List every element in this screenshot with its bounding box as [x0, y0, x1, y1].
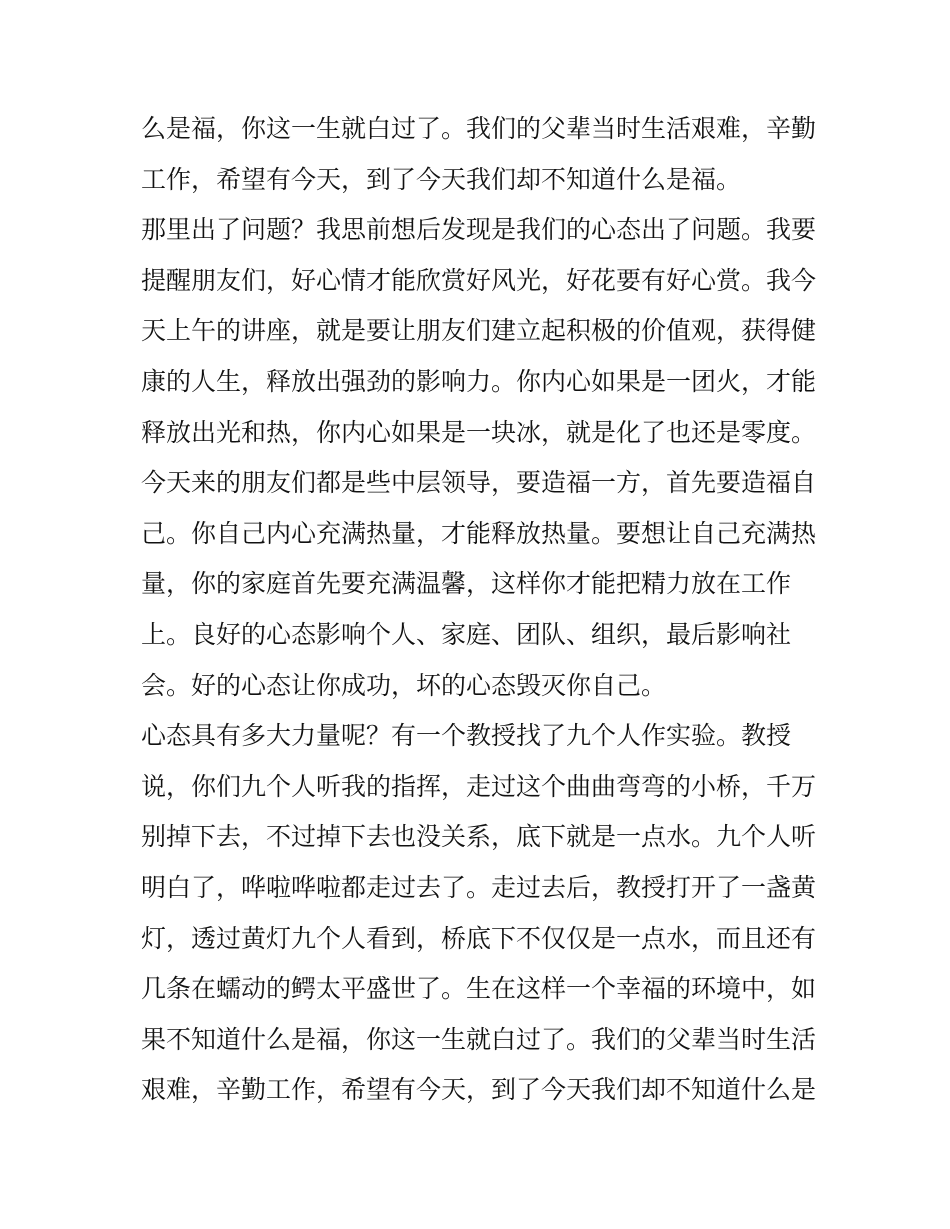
text-line-11: 上。良好的心态影响个人、家庭、团队、组织，最后影响社 [141, 619, 792, 649]
text-line-14: 说，你们九个人听我的指挥，走过这个曲曲弯弯的小桥，千万 [141, 771, 817, 801]
text-line-10: 量，你的家庭首先要充满温馨，这样你才能把精力放在工作 [141, 569, 792, 599]
body-text [141, 104, 821, 1116]
text-line-5: 天上午的讲座，就是要让朋友们建立起积极的价值观，获得健 [141, 316, 817, 346]
text-line-9: 己。你自己内心充满热量，才能释放热量。要想让自己充满热 [141, 518, 817, 548]
text-line-18: 几条在蠕动的鳄太平盛世了。生在这样一个幸福的环境中，如 [141, 974, 817, 1004]
text-line-3: 那里出了问题？我思前想后发现是我们的心态出了问题。我要 [141, 215, 817, 245]
text-line-16: 明白了，哗啦哗啦都走过去了。走过去后，教授打开了一盏黄 [141, 872, 817, 902]
text-line-7: 释放出光和热，你内心如果是一块冰，就是化了也还是零度。 [141, 417, 817, 447]
text-line-2: 工作，希望有今天，到了今天我们却不知道什么是福。 [141, 164, 742, 194]
text-line-13: 心态具有多大力量呢？有一个教授找了九个人作实验。教授 [141, 721, 792, 751]
text-line-12: 会。好的心态让你成功，坏的心态毁灭你自己。 [141, 670, 667, 700]
text-line-19: 果不知道什么是福，你这一生就白过了。我们的父辈当时生活 [141, 1024, 817, 1054]
text-line-4: 提醒朋友们，好心情才能欣赏好风光，好花要有好心赏。我今 [141, 265, 817, 295]
text-line-20: 艰难，辛勤工作，希望有今天，到了今天我们却不知道什么是 [141, 1075, 817, 1105]
text-line-17: 灯，透过黄灯九个人看到，桥底下不仅仅是一点水，而且还有 [141, 923, 817, 953]
text-line-8: 今天来的朋友们都是些中层领导，要造福一方，首先要造福自 [141, 468, 817, 498]
text-line-1: 么是福，你这一生就白过了。我们的父辈当时生活艰难，辛勤 [141, 114, 817, 143]
text-line-6: 康的人生，释放出强劲的影响力。你内心如果是一团火，才能 [141, 366, 817, 396]
text-line-15: 别掉下去，不过掉下去也没关系，底下就是一点水。九个人听 [141, 822, 817, 852]
